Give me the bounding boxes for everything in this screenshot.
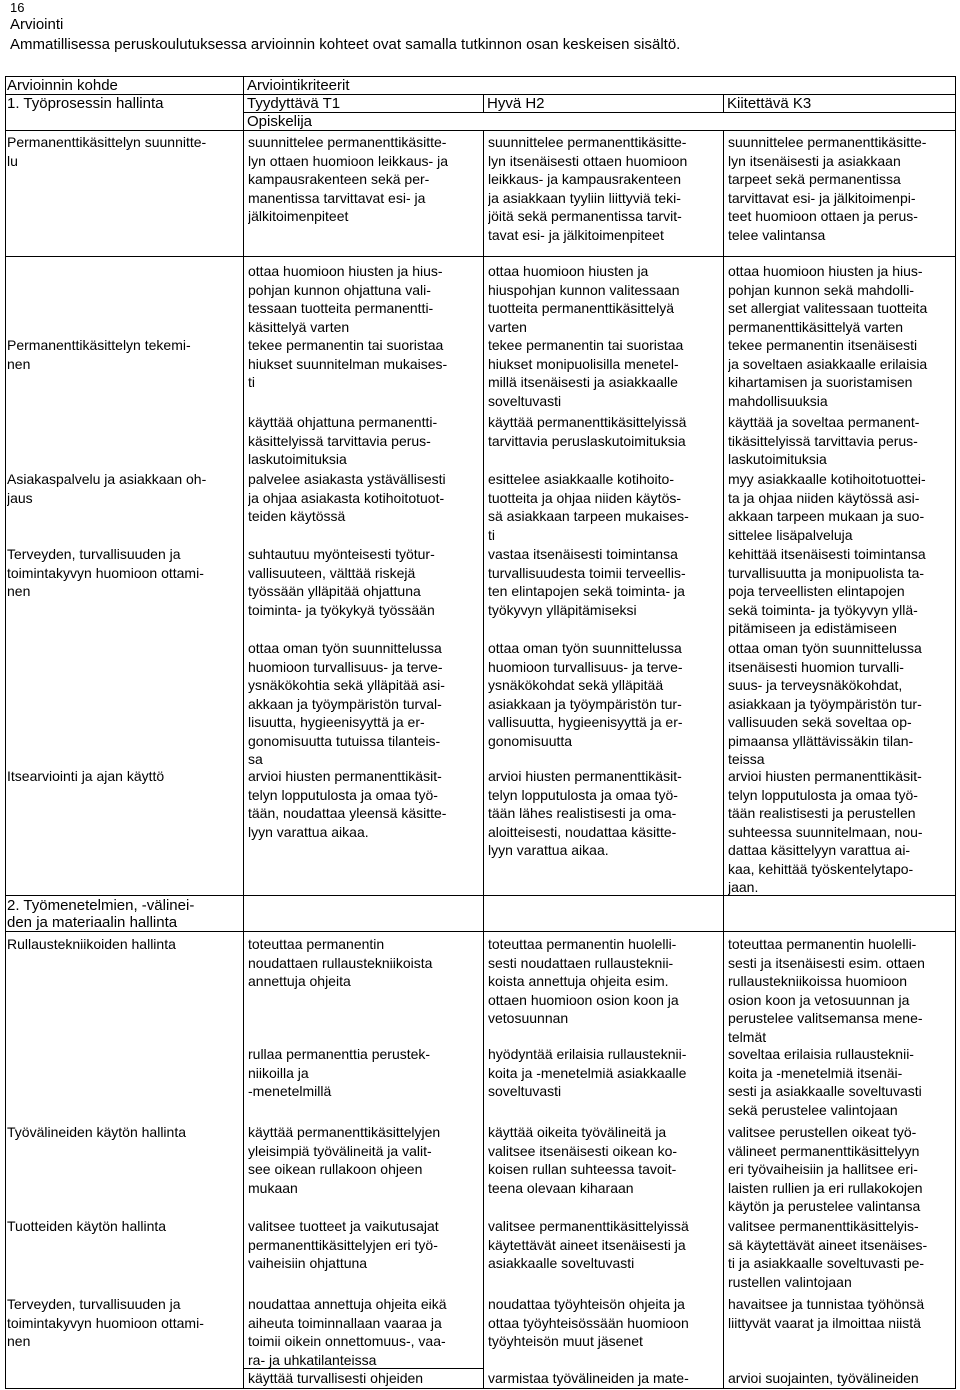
table-cell: arvioi hiusten permanenttikäsit- telyn lopputulosta ja omaa työ- tään, noudattaa yleensä käsitte- lyyn varattua aikaa. [248, 768, 447, 840]
table-rule [5, 76, 6, 1389]
table-cell: käyttää oikeita työvälineitä ja valitsee itsenäisesti oikean ko- koisen rullan suhteessa tavoit- teena olevaan kiharaan [488, 1124, 678, 1196]
table-cell: Työvälineiden käytön hallinta [7, 1124, 187, 1140]
table-cell: Rullaustekniikoiden hallinta [7, 936, 176, 952]
table-cell: rullaa permanenttia perustek- niikoilla ja -menetelmillä [248, 1046, 431, 1099]
table-cell: Permanenttikäsittelyn tekemi- nen [7, 337, 191, 372]
table-rule [5, 76, 955, 77]
table-cell: käyttää turvallisesti ohjeiden [248, 1370, 424, 1386]
table-rule [5, 256, 955, 257]
table-cell: arvioi suojainten, työvälineiden [728, 1370, 919, 1386]
table-rule [483, 130, 484, 1389]
table-cell: tekee permanentin tai suoristaa hiukset suunnitelman mukaises- ti [248, 337, 448, 390]
table-cell: ottaa huomioon hiusten ja hiuspohjan kunnon valitessaan tuotteita permanenttikäsittelyä varten [488, 263, 680, 335]
page-heading: Arviointi [10, 16, 64, 33]
table-cell: ottaa huomioon hiusten ja hius- pohjan kunnon ohjattuna vali- tessaan tuotteita permanentti- käsittelyä varten [248, 263, 443, 335]
table-cell: kehittää itsenäisesti toimintansa turvallisuutta ja monipuolista ta- poja terveellisten elintapojen sekä toiminta- ja työkyvyn yllä- pitämiseen ja edistämiseen [728, 546, 926, 636]
table-rule [5, 1388, 955, 1389]
table-cell: suhtautuu myönteisesti työtur- vallisuuteen, välttää riskejä työssään ylläpitää ohjattuna toiminta- ja työkykyä työssään [248, 546, 435, 618]
table-cell: vastaa itsenäisesti toimintansa turvallisuudesta toimii terveellis- ten elintapojen sekä toiminta- ja työkyvyn ylläpitämiseksi [488, 546, 686, 618]
table-rule [723, 94, 724, 112]
table-cell: käyttää ohjattuna permanentti- käsittelyissä tarvittavia perus- laskutoimituksia [248, 414, 438, 467]
table-rule [723, 130, 724, 1389]
table-rule [5, 130, 955, 131]
table-cell: hyödyntää erilaisia rullausteknii- koita ja -menetelmiä asiakkaalle soveltuvasti [488, 1046, 687, 1099]
table-cell: valitsee perustellen oikeat työ- välineet permanenttikäsittelyyn eri työvaiheisiin ja hallitsee eri- laisten rullien ja eri rullakokojen käytön ja perustelee valintansa [728, 1124, 923, 1214]
header-section-1: 1. Työprosessin hallinta [7, 95, 164, 112]
table-cell: ottaa huomioon hiusten ja hius- pohjan kunnon sekä mahdolli- set allergiat valitessaan tuotteita permanenttikäsittelyä varten [728, 263, 928, 335]
intro-text: Ammatillisessa peruskoulutuksessa arvioinnin kohteet ovat samalla tutkinnon osan keskeisen sisältö. [10, 36, 681, 53]
table-cell: toteuttaa permanentin huolelli- sesti noudattaen rullausteknii- koista annettuja ohjeita esim. ottaen huomioon osion koon ja vetosuunnan [488, 936, 679, 1026]
page-number: 16 [10, 0, 25, 15]
table-rule [243, 76, 244, 1389]
table-cell: varmistaa työvälineiden ja mate- [488, 1370, 689, 1386]
table-cell: esittelee asiakkaalle kotihoito- tuotteita ja ohjaa niiden käytös- sä asiakkaan tarpeen mukaises- ti [488, 471, 689, 543]
header-h2: Hyvä H2 [487, 95, 545, 112]
table-rule [243, 112, 955, 113]
header-criteria: Arviointikriteerit [247, 77, 350, 94]
table-cell: käyttää permanenttikäsittelyissä tarvittavia peruslaskutoimituksia [488, 414, 687, 449]
table-cell: tekee permanentin itsenäisesti ja soveltaen asiakkaalle erilaisia kihartamisen ja suoristamisen mahdollisuuksia [728, 337, 928, 409]
table-cell: havaitsee ja tunnistaa työhönsä liittyvät vaarat ja ilmoittaa niistä [728, 1296, 925, 1331]
table-cell: toteuttaa permanentin noudattaen rullaustekniikoista annettuja ohjeita [248, 936, 433, 989]
table-cell: noudattaa työyhteisön ohjeita ja ottaa työyhteisössään huomioon työyhteisön muut jäsenet [488, 1296, 689, 1349]
table-cell: valitsee permanenttikäsittelyissä käytettävät aineet itsenäisesti ja asiakkaalle soveltuvasti [488, 1218, 689, 1271]
table-cell: valitsee permanenttikäsittelyis- sä käytettävät aineet itsenäises- ti ja asiakkaalle soveltuvasti pe- rustellen valintojaan [728, 1218, 928, 1290]
table-cell: arvioi hiusten permanenttikäsit- telyn lopputulosta ja omaa työ- tään lähes realistisesti ja oma- aloitteisesti, noudattaa käsitte- lyyn varattua aikaa. [488, 768, 682, 858]
section-2-title: 2. Työmenetelmien, -välinei- den ja materiaalin hallinta [7, 897, 195, 931]
header-k3: Kiitettävä K3 [727, 95, 812, 112]
table-cell: palvelee asiakasta ystävällisesti ja ohjaa asiakasta kotihoitotuot- teiden käytössä [248, 471, 446, 524]
table-cell: käyttää ja soveltaa permanent- tikäsittelyissä tarvittavia perus- laskutoimituksia [728, 414, 920, 467]
table-cell: Itsearviointi ja ajan käyttö [7, 768, 165, 784]
table-cell: Tuotteiden käytön hallinta [7, 1218, 167, 1234]
table-cell: myy asiakkaalle kotihoitotuottei- ta ja ohjaa niiden käytössä asi- akkaan tarpeen mukaan ja suo- sittelee lisäpalveluja [728, 471, 926, 543]
table-cell: ottaa oman työn suunnittelussa itsenäisesti huomion turvalli- suus- ja terveysnäkökohdat, asiakkaan ja työympäristön tur- vallisuuden sekä soveltaa op- pimaansa yllättävissäkin tilan- teissa [728, 640, 922, 767]
table-cell: ottaa oman työn suunnittelussa huomioon turvallisuus- ja terve- ysnäkökohdat sekä ylläpitää asiakkaan ja työympäristön tur- vallisuutta, hygieenisyyttä ja er- gonomisuutta [488, 640, 683, 749]
table-cell: Asiakaspalvelu ja asiakkaan oh- jaus [7, 471, 207, 506]
header-t1: Tyydyttävä T1 [247, 95, 341, 112]
table-cell: ottaa oman työn suunnittelussa huomioon turvallisuus- ja terve- ysnäkökohtia sekä ylläpitää asi- akkaan ja työympäristön turval- lisuutta, hygieenisyyttä ja er- gonomisuutta tutuissa tilanteis- sa [248, 640, 445, 767]
table-cell: toteuttaa permanentin huolelli- sesti ja itsenäisesti esim. ottaen rullaustekniikoissa huomioon osion koon ja vetosuunnan ja perustelee valitsemansa mene- telmät [728, 936, 925, 1045]
table-cell: valitsee tuotteet ja vaikutusajat permanenttikäsittelyjen eri työ- vaiheisiin ohjattuna [248, 1218, 439, 1271]
table-cell: käyttää permanenttikäsittelyjen yleisimpiä työvälineitä ja valit- see oikean rullakoon ohjeen mukaan [248, 1124, 441, 1196]
table-cell: soveltaa erilaisia rullausteknii- koita ja -menetelmiä itsenäi- sesti ja asiakkaalle soveltuvasti sekä perustelee valintojaan [728, 1046, 922, 1118]
table-cell: Permanenttikäsittelyn suunnitte- lu [7, 134, 207, 169]
table-cell: noudattaa annettuja ohjeita eikä aiheuta toiminnallaan vaaraa ja toimii oikein onnettomuus-, vaa- ra- ja uhkatilanteissa [248, 1296, 447, 1368]
table-rule [5, 931, 955, 932]
table-cell: suunnittelee permanenttikäsitte- lyn itsenäisesti ottaen huomioon leikkaus- ja kampausrakenteen ja asiakkaan tyyliin liittyviä teki- jöitä sekä permanentissa tarvit- tavat esi- ja jälkitoimenpiteet [488, 134, 688, 243]
table-rule [483, 94, 484, 112]
table-cell: tekee permanentin tai suoristaa hiukset monipuolisilla menetel- millä itsenäisesti ja asiakkaalle soveltuvasti [488, 337, 684, 409]
header-student: Opiskelija [247, 113, 313, 130]
table-cell: suunnittelee permanenttikäsitte- lyn itsenäisesti ja asiakkaan tarpeet sekä permanentissa tarvittavat esi- ja jälkitoimenpi- teet huomioon ottaen ja perus- telee valintansa [728, 134, 927, 243]
table-cell: suunnittelee permanenttikäsitte- lyn ottaen huomioon leikkaus- ja kampausrakenteen sekä per- manentissa tarvittavat esi- ja jälkitoimenpiteet [248, 134, 449, 224]
header-target: Arvioinnin kohde [7, 77, 118, 94]
table-cell: Terveyden, turvallisuuden ja toimintakyvyn huomioon ottami- nen [7, 546, 204, 599]
table-cell: Terveyden, turvallisuuden ja toimintakyvyn huomioon ottami- nen [7, 1296, 204, 1349]
table-cell: arvioi hiusten permanenttikäsit- telyn lopputulosta ja omaa työ- tään realistisesti ja perustellen suhteessa suunnitelmaan, nou- dattaa käsittelyyn varattua ai- kaa, kehittää työskentelytapo- jaan. [728, 768, 923, 895]
